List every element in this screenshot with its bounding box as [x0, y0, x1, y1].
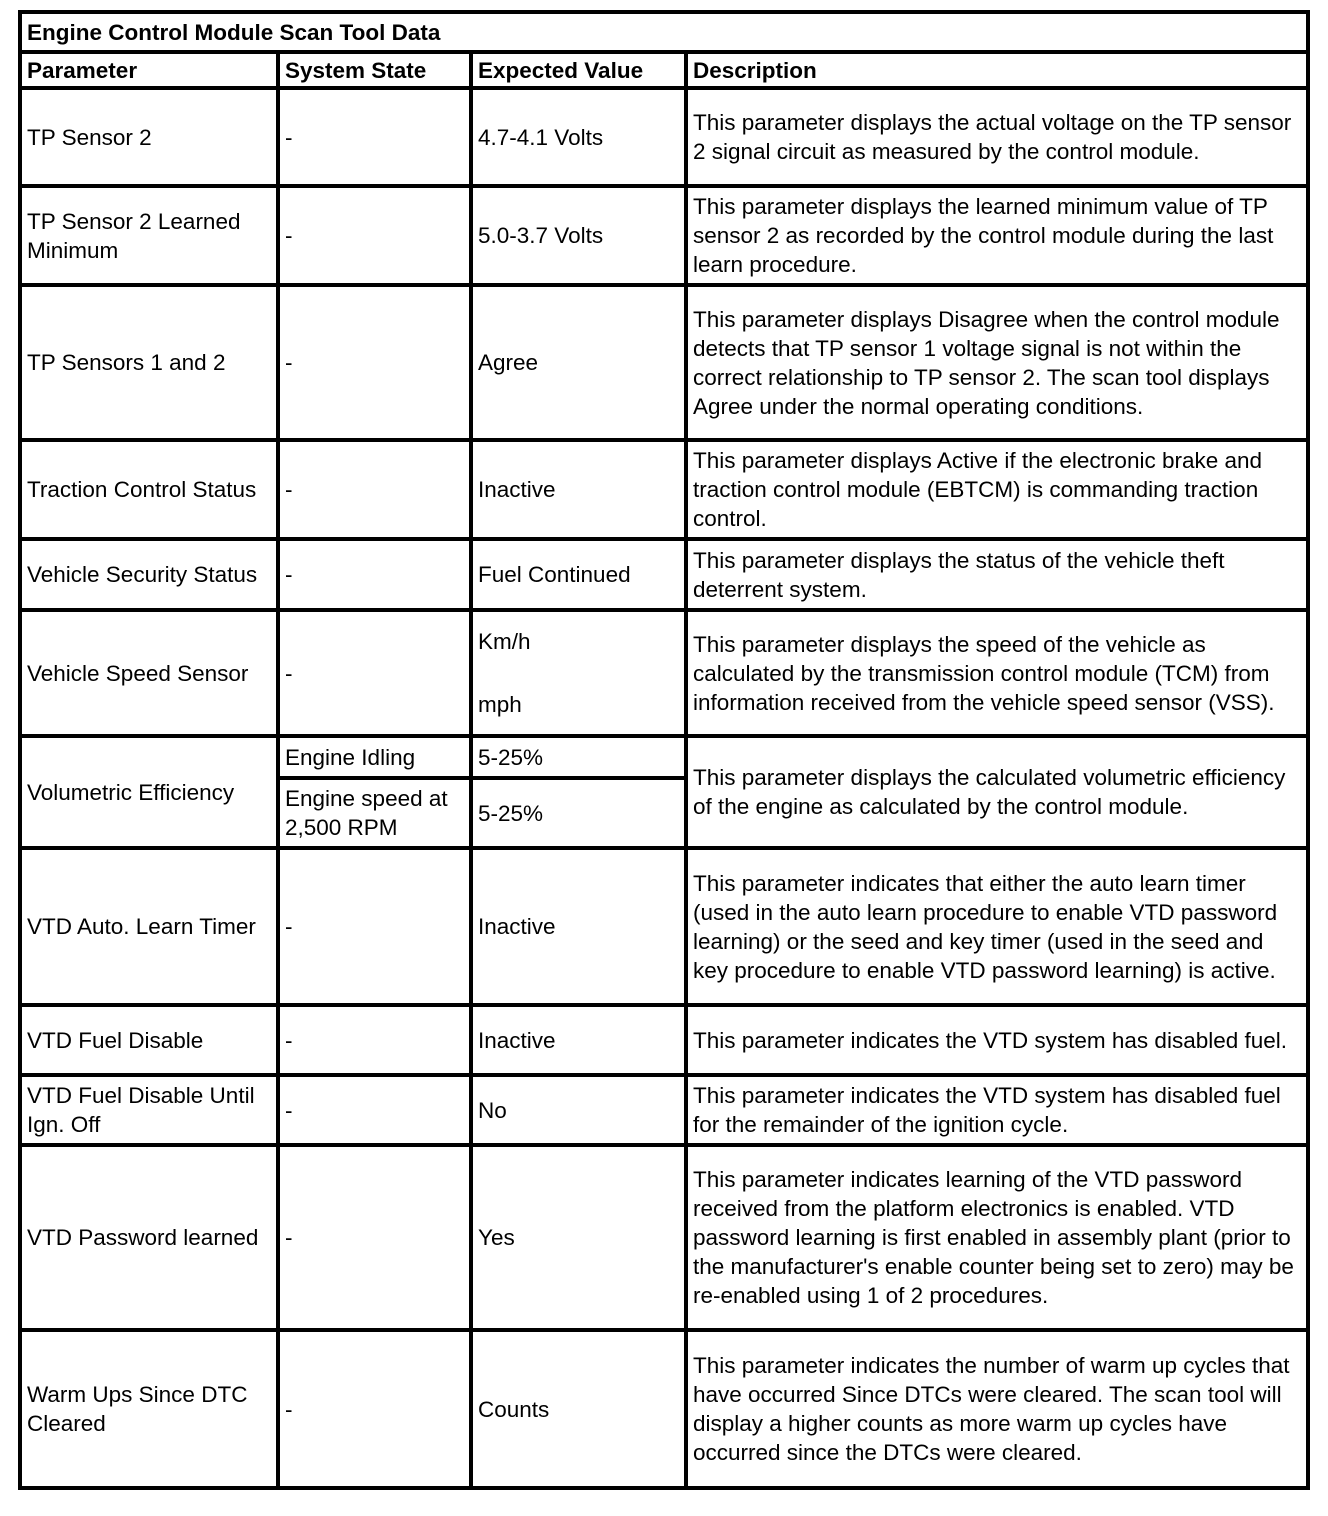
- table-row: [20, 848, 1308, 1005]
- parameter-cell: Vehicle Security Status: [20, 539, 278, 610]
- table-header-row: [20, 52, 1308, 88]
- expected-value-cell: Yes: [471, 1145, 686, 1330]
- scan-tool-data-table: [18, 10, 1310, 1490]
- system-state-cell: -: [278, 1330, 471, 1488]
- parameter-cell: VTD Fuel Disable Until Ign. Off: [20, 1075, 278, 1145]
- expected-value-cell: Inactive: [471, 1005, 686, 1075]
- description-cell: This parameter indicates that either the auto learn timer (used in the auto learn procedure to enable VTD password learning) or the seed and key timer (used in the seed and key procedure to enable VTD password learning) is active.: [686, 848, 1308, 1005]
- expected-value-cell: 5.0-3.7 Volts: [471, 186, 686, 285]
- system-state-cell: -: [278, 848, 471, 1005]
- table-title: Engine Control Module Scan Tool Data: [20, 12, 1308, 52]
- expected-value-stack: [478, 627, 679, 719]
- table-title-row: [20, 12, 1308, 52]
- system-state-cell: -: [278, 285, 471, 440]
- table-row: [20, 1005, 1308, 1075]
- expected-value-cell: 5-25%: [471, 736, 686, 778]
- parameter-cell: Vehicle Speed Sensor: [20, 610, 278, 736]
- table-row: [20, 610, 1308, 736]
- description-cell: This parameter indicates the VTD system has disabled fuel for the remainder of the ignition cycle.: [686, 1075, 1308, 1145]
- table-row: [20, 285, 1308, 440]
- parameter-cell: TP Sensors 1 and 2: [20, 285, 278, 440]
- description-cell: This parameter displays the learned minimum value of TP sensor 2 as recorded by the control module during the last learn procedure.: [686, 186, 1308, 285]
- system-state-cell: -: [278, 610, 471, 736]
- expected-value-cell: 5-25%: [471, 778, 686, 848]
- parameter-cell: VTD Password learned: [20, 1145, 278, 1330]
- system-state-cell: -: [278, 88, 471, 186]
- system-state-cell: -: [278, 1145, 471, 1330]
- description-cell: This parameter displays the calculated volumetric efficiency of the engine as calculated by the control module.: [686, 736, 1308, 848]
- system-state-cell: Engine Idling: [278, 736, 471, 778]
- system-state-cell: -: [278, 186, 471, 285]
- description-cell: This parameter displays the speed of the vehicle as calculated by the transmission control module (TCM) from information received from the vehicle speed sensor (VSS).: [686, 610, 1308, 736]
- expected-value-cell: Counts: [471, 1330, 686, 1488]
- description-cell: This parameter displays the status of the vehicle theft deterrent system.: [686, 539, 1308, 610]
- parameter-cell: Warm Ups Since DTC Cleared: [20, 1330, 278, 1488]
- table-row: [20, 1075, 1308, 1145]
- system-state-cell: -: [278, 440, 471, 539]
- system-state-cell: Engine speed at 2,500 RPM: [278, 778, 471, 848]
- system-state-cell: -: [278, 1005, 471, 1075]
- table-row: [20, 186, 1308, 285]
- system-state-cell: -: [278, 1075, 471, 1145]
- table-row: [20, 539, 1308, 610]
- expected-value-cell: No: [471, 1075, 686, 1145]
- description-cell: This parameter indicates learning of the VTD password received from the platform electronics is enabled. VTD password learning is first enabled in assembly plant (prior to the manufacturer's enable counter being set to zero) may be re-enabled using 1 of 2 procedures.: [686, 1145, 1308, 1330]
- expected-value-cell: Inactive: [471, 848, 686, 1005]
- header-system-state: System State: [278, 52, 471, 88]
- description-cell: This parameter indicates the VTD system has disabled fuel.: [686, 1005, 1308, 1075]
- parameter-cell: VTD Auto. Learn Timer: [20, 848, 278, 1005]
- expected-value-cell: [471, 610, 686, 736]
- expected-value-cell: 4.7-4.1 Volts: [471, 88, 686, 186]
- header-description: Description: [686, 52, 1308, 88]
- parameter-cell: Traction Control Status: [20, 440, 278, 539]
- header-parameter: Parameter: [20, 52, 278, 88]
- parameter-cell: VTD Fuel Disable: [20, 1005, 278, 1075]
- table-row: [20, 736, 1308, 778]
- table-row: [20, 88, 1308, 186]
- table-row: [20, 440, 1308, 539]
- table-row: [20, 1145, 1308, 1330]
- table-row: [20, 1330, 1308, 1488]
- expected-value-cell: Inactive: [471, 440, 686, 539]
- parameter-cell: TP Sensor 2 Learned Minimum: [20, 186, 278, 285]
- expected-value-cell: Fuel Continued: [471, 539, 686, 610]
- expected-value-cell: Agree: [471, 285, 686, 440]
- description-cell: This parameter indicates the number of warm up cycles that have occurred Since DTCs were cleared. The scan tool will display a higher counts as more warm up cycles have occurred since the DTCs were cleared.: [686, 1330, 1308, 1488]
- parameter-cell: Volumetric Efficiency: [20, 736, 278, 848]
- description-cell: This parameter displays the actual voltage on the TP sensor 2 signal circuit as measured by the control module.: [686, 88, 1308, 186]
- expected-value-kmh: Km/h: [478, 629, 531, 654]
- header-expected-value: Expected Value: [471, 52, 686, 88]
- description-cell: This parameter displays Disagree when the control module detects that TP sensor 1 voltage signal is not within the correct relationship to TP sensor 2. The scan tool displays Agree under the normal operating conditions.: [686, 285, 1308, 440]
- parameter-cell: TP Sensor 2: [20, 88, 278, 186]
- expected-value-mph: mph: [478, 692, 522, 717]
- system-state-cell: -: [278, 539, 471, 610]
- description-cell: This parameter displays Active if the electronic brake and traction control module (EBTCM) is commanding traction control.: [686, 440, 1308, 539]
